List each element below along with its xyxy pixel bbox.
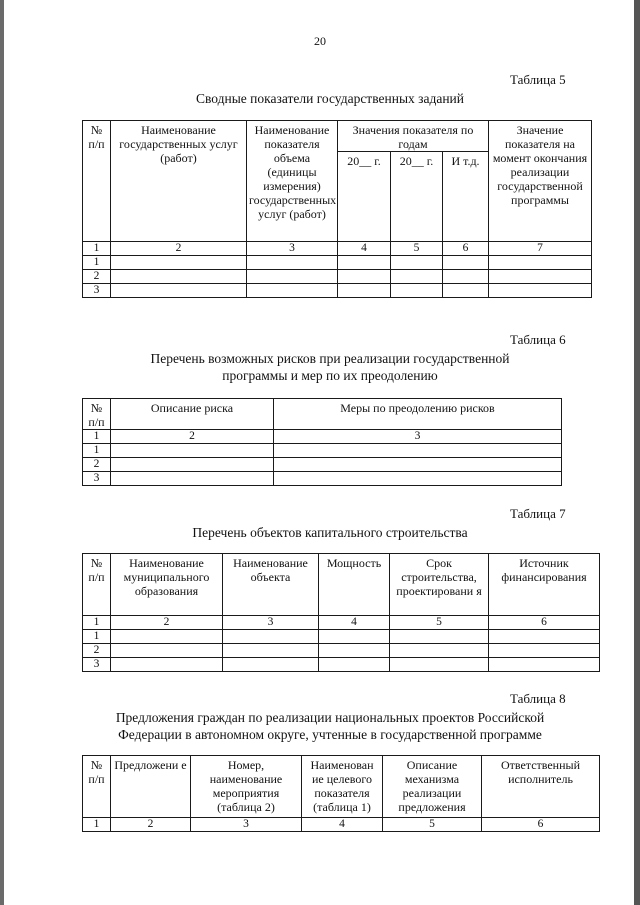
table6-title-line1: Перечень возможных рисков при реализации государственной [150, 351, 510, 366]
t8-header-num: № п/п [83, 756, 111, 818]
table7-label: Таблица 7 [510, 506, 566, 521]
table-cell [489, 644, 600, 658]
t8-header-event: Номер, наименование мероприятия (таблица 2) [191, 756, 302, 818]
table-cell [338, 270, 391, 284]
t6-row-number: 2 [83, 458, 111, 472]
t5-header-service: Наименование государственных услуг (работ) [111, 121, 247, 242]
table8-title-line1: Предложения граждан по реализации национальных проектов Российской [115, 710, 545, 725]
table7 [82, 553, 600, 672]
table-cell [489, 270, 592, 284]
t6-col-number: 3 [274, 430, 562, 444]
t6-header-risk: Описание риска [111, 399, 274, 430]
t7-col-number: 1 [83, 616, 111, 630]
t8-col-number: 1 [83, 818, 111, 832]
t5-col-number: 6 [443, 242, 489, 256]
t8-header-responsible: Ответственный исполнитель [482, 756, 600, 818]
t5-header-etc: И т.д. [443, 152, 489, 242]
scan-edge-right [634, 0, 640, 905]
t5-row-number: 1 [83, 256, 111, 270]
table-cell [111, 256, 247, 270]
table5-label: Таблица 5 [510, 72, 566, 87]
table-cell [111, 444, 274, 458]
t7-col-number: 2 [111, 616, 223, 630]
t5-header-indicator: Наименование показателя объема (единицы измерения) государственных услуг (работ) [247, 121, 338, 242]
t8-header-mechanism: Описание механизма реализации предложения [383, 756, 482, 818]
table-cell [247, 284, 338, 298]
t5-table-row [83, 284, 592, 298]
t5-col-number: 2 [111, 242, 247, 256]
scan-edge-left [0, 0, 4, 905]
t8-col-number: 2 [111, 818, 191, 832]
t5-col-number: 4 [338, 242, 391, 256]
table-cell [443, 270, 489, 284]
table-cell [111, 284, 247, 298]
table-cell [223, 644, 319, 658]
table-cell [489, 658, 600, 672]
t8-header-target: Наименован ие целевого показателя (таблица 1) [302, 756, 383, 818]
table-cell [319, 658, 390, 672]
table-cell [390, 658, 489, 672]
t8-numbering-row [83, 818, 600, 832]
table6 [82, 398, 562, 486]
t7-header-object: Наименование объекта [223, 554, 319, 616]
t7-row-number: 3 [83, 658, 111, 672]
table5-title: Сводные показатели государственных заданий [196, 91, 464, 106]
page-number: 20 [314, 34, 326, 48]
t5-col-number: 1 [83, 242, 111, 256]
table-cell [274, 458, 562, 472]
table-cell [274, 472, 562, 486]
t5-table-row [83, 270, 592, 284]
t7-col-number: 3 [223, 616, 319, 630]
table-cell [338, 256, 391, 270]
table8-title-line2: Федерации в автономном округе, учтенные в государственной программе [118, 727, 542, 742]
table6-label: Таблица 6 [510, 332, 566, 347]
t6-table-row [83, 458, 562, 472]
t8-header-proposal: Предложени е [111, 756, 191, 818]
table-cell [223, 630, 319, 644]
table-cell [111, 458, 274, 472]
table-cell [247, 256, 338, 270]
t7-table-row [83, 658, 600, 672]
t5-col-number: 3 [247, 242, 338, 256]
table-cell [391, 270, 443, 284]
t8-col-number: 5 [383, 818, 482, 832]
table-cell [489, 284, 592, 298]
t6-header-num: № п/п [83, 399, 111, 430]
table-cell [391, 284, 443, 298]
t5-header-final-value: Значение показателя на момент окончания реализации государственной программы [489, 121, 592, 242]
t5-header-year1: 20__ г. [338, 152, 391, 242]
t8-col-number: 6 [482, 818, 600, 832]
t5-col-number: 5 [391, 242, 443, 256]
table7-title: Перечень объектов капитального строительства [192, 525, 468, 540]
t5-table-row [83, 256, 592, 270]
table-cell [338, 284, 391, 298]
table-cell [319, 630, 390, 644]
t7-col-number: 6 [489, 616, 600, 630]
table-cell [274, 444, 562, 458]
t6-col-number: 2 [111, 430, 274, 444]
table-cell [489, 256, 592, 270]
t7-table-row [83, 630, 600, 644]
t7-col-number: 4 [319, 616, 390, 630]
table-cell [391, 256, 443, 270]
table-cell [111, 658, 223, 672]
t6-numbering-row [83, 430, 562, 444]
table-cell [223, 658, 319, 672]
table-cell [111, 630, 223, 644]
t8-col-number: 4 [302, 818, 383, 832]
t7-header-municipality: Наименование муниципального образования [111, 554, 223, 616]
t7-header-term: Срок строительства, проектировани я [390, 554, 489, 616]
t6-col-number: 1 [83, 430, 111, 444]
t7-table-row [83, 644, 600, 658]
table-cell [111, 270, 247, 284]
t6-table-row [83, 472, 562, 486]
t6-header-measures: Меры по преодолению рисков [274, 399, 562, 430]
table-cell [390, 630, 489, 644]
table-cell [443, 284, 489, 298]
table-cell [443, 256, 489, 270]
table-cell [319, 644, 390, 658]
t5-row-number: 2 [83, 270, 111, 284]
table-cell [489, 630, 600, 644]
table-cell [247, 270, 338, 284]
t7-col-number: 5 [390, 616, 489, 630]
t6-row-number: 1 [83, 444, 111, 458]
t5-header-year2: 20__ г. [391, 152, 443, 242]
t5-header-num: № п/п [83, 121, 111, 242]
t7-header-source: Источник финансирования [489, 554, 600, 616]
t5-row-number: 3 [83, 284, 111, 298]
t6-table-row [83, 444, 562, 458]
table-cell [111, 472, 274, 486]
table8 [82, 755, 600, 832]
table-cell [111, 644, 223, 658]
t5-numbering-row [83, 242, 592, 256]
table-cell [390, 644, 489, 658]
table5 [82, 120, 592, 298]
t5-col-number: 7 [489, 242, 592, 256]
t7-header-num: № п/п [83, 554, 111, 616]
table6-title-line2: программы и мер по их преодолению [222, 368, 438, 383]
t6-row-number: 3 [83, 472, 111, 486]
t7-numbering-row [83, 616, 600, 630]
t8-col-number: 3 [191, 818, 302, 832]
table8-label: Таблица 8 [510, 691, 566, 706]
t5-header-values-by-years: Значения показателя по годам [338, 121, 489, 152]
t7-header-capacity: Мощность [319, 554, 390, 616]
t7-row-number: 1 [83, 630, 111, 644]
t7-row-number: 2 [83, 644, 111, 658]
